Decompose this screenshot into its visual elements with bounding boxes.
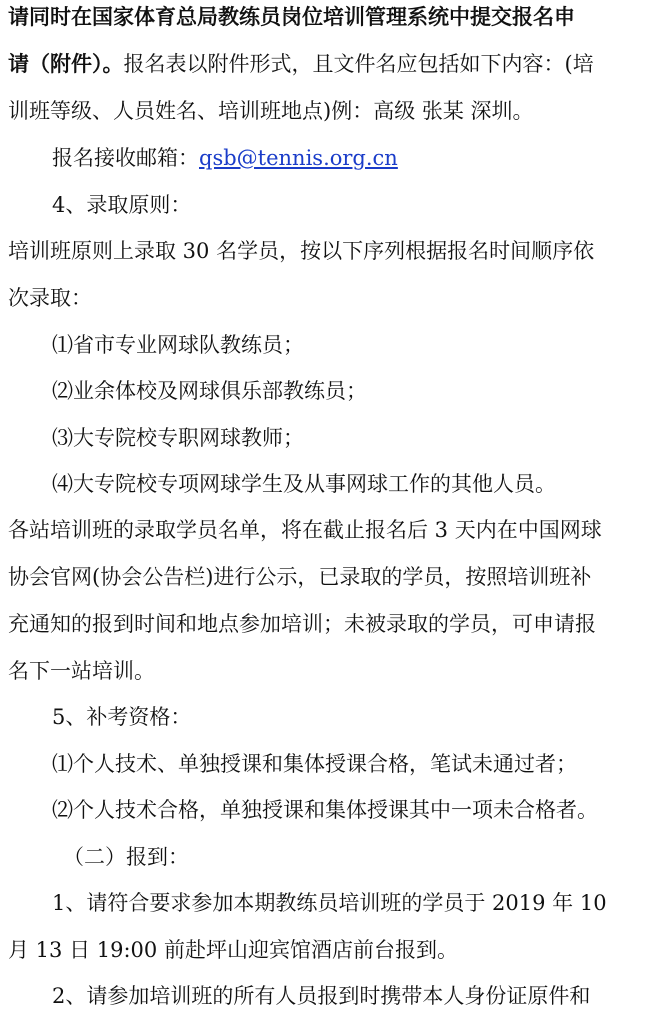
paragraph-line: 1、请符合要求参加本期教练员培训班的学员于 2019 年 10 (52, 891, 607, 915)
bold-text: 请同时在国家体育总局教练员岗位培训管理系统中提交报名申 (8, 4, 575, 29)
paragraph-line: 名下一站培训。 (8, 659, 155, 683)
paragraph-line (8, 2, 644, 32)
paragraph-line: 充通知的报到时间和地点参加培训；未被录取的学员，可申请报 (8, 612, 596, 636)
list-item: ⑵业余体校及网球俱乐部教练员； (52, 379, 367, 403)
list-item: ⑶大专院校专职网球教师； (52, 426, 304, 450)
email-label: 报名接收邮箱： (52, 146, 199, 170)
email-line (52, 143, 642, 173)
paragraph-line: 次录取： (8, 286, 92, 310)
paragraph-line (8, 49, 644, 79)
email-link[interactable]: qsb@tennis.org.cn (199, 146, 398, 170)
paragraph-line: 2、请参加培训班的所有人员报到时携带本人身份证原件和 (52, 984, 591, 1008)
section-heading: 5、补考资格： (52, 705, 192, 729)
part-heading: （二）报到： (63, 845, 189, 869)
paragraph-line: 培训班原则上录取 30 名学员，按以下序列根据报名时间顺序依 (8, 239, 595, 263)
paragraph-line: 月 13 日 19:00 前赴坪山迎宾馆酒店前台报到。 (8, 938, 458, 962)
paragraph-line: 各站培训班的录取学员名单，将在截止报名后 3 天内在中国网球 (8, 518, 602, 542)
list-item: ⑴个人技术、单独授课和集体授课合格，笔试未通过者； (52, 752, 577, 776)
bold-text: 请（附件）。 (8, 51, 124, 76)
list-item: ⑷大专院校专项网球学生及从事网球工作的其他人员。 (52, 472, 556, 496)
list-item: ⑴省市专业网球队教练员； (52, 333, 304, 357)
body-text: 报名表以附件形式，且文件名应包括如下内容：(培 (123, 52, 594, 76)
list-item: ⑵个人技术合格，单独授课和集体授课其中一项未合格者。 (52, 798, 598, 822)
paragraph-line: 训班等级、人员姓名、培训班地点)例：高级 张某 深圳。 (8, 99, 534, 123)
paragraph-line: 协会官网(协会公告栏)进行公示，已录取的学员，按照培训班补 (8, 565, 592, 589)
section-heading: 4、录取原则： (52, 193, 192, 217)
